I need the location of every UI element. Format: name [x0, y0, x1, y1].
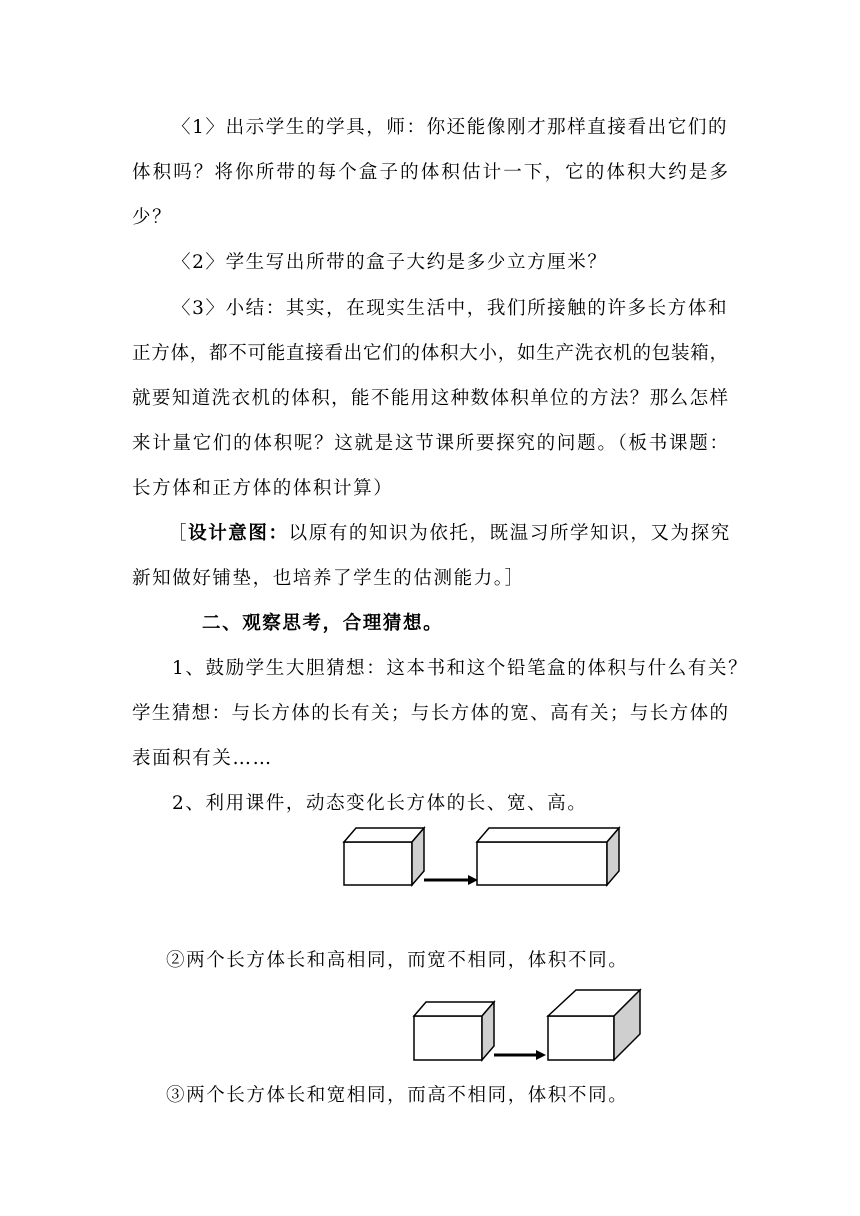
box-length-change-figure	[338, 822, 628, 892]
paragraph-3-line-3: 就要知道洗衣机的体积，能不能用这种数体积单位的方法？那么怎样	[132, 388, 728, 409]
design-intent-label: 设计意图：	[188, 523, 289, 544]
paragraph-1-line-3: 少？	[132, 207, 173, 228]
paragraph-3-line-1: 〈3〉小结：其实，在现实生活中，我们所接触的许多长方体和	[172, 298, 729, 319]
section-2-heading: 二、观察思考，合理猜想。	[202, 613, 444, 634]
deep-box	[548, 990, 640, 1060]
paragraph-3-line-2: 正方体，都不可能直接看出它们的体积大小，如生产洗衣机的包装箱，	[132, 343, 728, 364]
design-intent-line-1	[168, 522, 731, 546]
box-width-change-figure	[408, 986, 648, 1066]
long-box	[477, 828, 619, 885]
small-box	[414, 1002, 494, 1060]
section-2-item-1-line-2: 学生猜想：与长方体的长有关；与长方体的宽、高有关；与长方体的	[132, 703, 728, 724]
design-intent-bracket: ［	[168, 523, 189, 544]
arrow-icon	[494, 1050, 546, 1060]
paragraph-2-line-1: 〈2〉学生写出所带的盒子大约是多少立方厘米？	[172, 252, 608, 273]
small-box	[344, 828, 424, 885]
paragraph-1-line-1: 〈1〉出示学生的学具，师：你还能像刚才那样直接看出它们的	[172, 117, 729, 138]
note-2: ②两个长方体长和高相同，而宽不相同，体积不同。	[166, 950, 629, 971]
section-2-item-2-line-1: 2、利用课件，动态变化长方体的长、宽、高。	[172, 793, 588, 814]
note-3: ③两个长方体长和宽相同，而高不相同，体积不同。	[166, 1085, 629, 1106]
paragraph-3-line-5: 长方体和正方体的体积计算）	[132, 478, 394, 499]
section-2-item-1-line-3: 表面积有关……	[132, 748, 273, 769]
paragraph-3-line-4: 来计量它们的体积呢？这就是这节课所要探究的问题。（板书课题：	[132, 433, 728, 454]
arrow-icon	[424, 875, 478, 885]
paragraph-1-line-2: 体积吗？将你所带的每个盒子的体积估计一下，它的体积大约是多	[132, 162, 728, 183]
design-intent-text: 以原有的知识为依托，既温习所学知识，又为探究	[288, 523, 731, 544]
design-intent-line-2: 新知做好铺垫，也培养了学生的估测能力。］	[132, 568, 525, 589]
section-2-item-1-line-1: 1、鼓励学生大胆猜想：这本书和这个铅笔盒的体积与什么有关？	[172, 658, 749, 679]
